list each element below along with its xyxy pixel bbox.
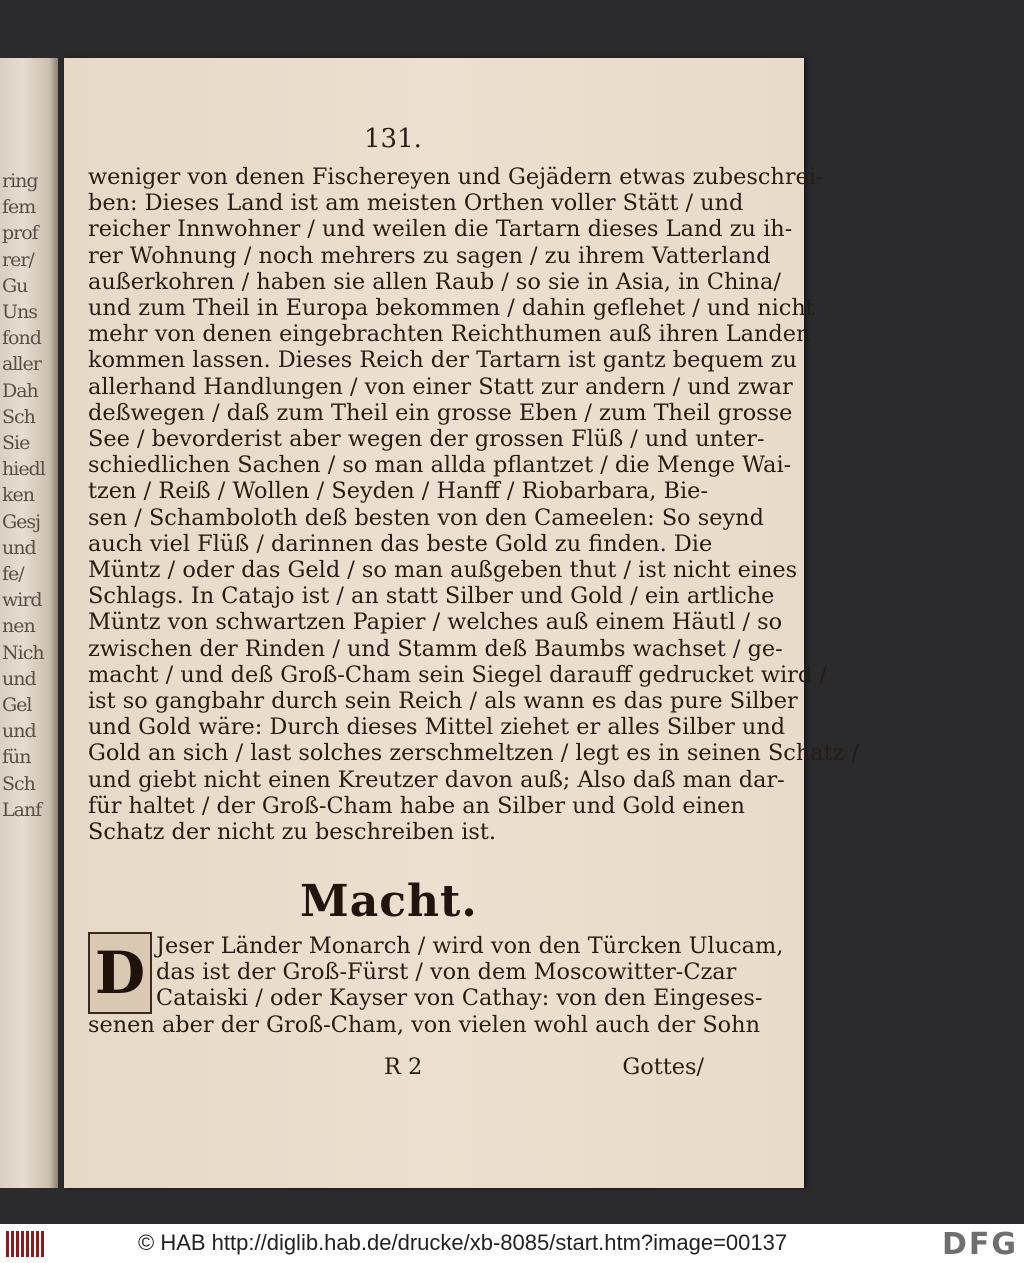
paragraph-1 bbox=[88, 164, 860, 846]
text-line: das ist der Groß-Fürst / von dem Moscowitter-Czar bbox=[156, 959, 737, 986]
page-number: 131. bbox=[364, 124, 422, 154]
text-line: kommen lassen. Dieses Reich der Tartarn ist gantz bequem zu bbox=[88, 347, 797, 374]
previous-page-fragment: fond bbox=[2, 327, 41, 350]
text-line: senen aber der Groß-Cham, von vielen wohl auch der Sohn bbox=[88, 1011, 761, 1038]
viewer-footer bbox=[0, 1224, 1024, 1263]
source-url[interactable]: © HAB http://diglib.hab.de/drucke/xb-8085/start.htm?image=00137 bbox=[138, 1230, 788, 1255]
text-line: macht / und deß Groß-Cham sein Siegel darauff gedrucket wird / bbox=[88, 661, 827, 688]
text-line: Müntz / oder das Geld / so man außgeben thut / ist nicht eines bbox=[88, 557, 798, 584]
previous-page-fragment: Lanf bbox=[2, 798, 42, 821]
previous-page-fragment: aller bbox=[2, 353, 41, 376]
previous-page-fragment: Nich bbox=[2, 641, 44, 664]
previous-page-fragment: fe/ bbox=[2, 563, 24, 585]
text-line: außerkohren / haben sie allen Raub / so sie in Asia, in China/ bbox=[88, 268, 781, 295]
previous-page-fragment: und bbox=[2, 667, 36, 690]
previous-page-fragment: fem bbox=[2, 196, 36, 219]
text-line: auch viel Flüß / darinnen das beste Gold zu finden. Die bbox=[88, 530, 713, 557]
text-line: ist so gangbahr durch sein Reich / als wann es das pure Silber bbox=[88, 688, 798, 715]
previous-page-fragment: Sch bbox=[2, 405, 35, 428]
text-line: Schatz der nicht zu beschreiben ist. bbox=[88, 819, 496, 846]
text-line: sen / Schamboloth deß besten von den Cameelen: So seynd bbox=[88, 504, 764, 531]
previous-page-fragment: nen bbox=[2, 615, 35, 638]
text-line: Cataiski / oder Kayser von Cathay: von den Eingeses- bbox=[156, 985, 763, 1012]
text-line: See / bevorderist aber wegen der grossen Flüß / und unter- bbox=[88, 426, 765, 453]
paragraph-2 bbox=[88, 933, 784, 1038]
previous-page-fragment: Gel bbox=[2, 694, 32, 716]
text-line: Schlags. In Catajo ist / an statt Silber und Gold / ein artliche bbox=[88, 583, 775, 610]
text-line: Jeser Länder Monarch / wird von den Türcken Ulucam, bbox=[156, 933, 784, 959]
previous-page-fragment: Gesj bbox=[2, 510, 41, 533]
text-line: reicher Innwohner / und weilen die Tartarn dieses Land zu ih- bbox=[88, 216, 793, 243]
previous-page-fragment: Sie bbox=[2, 432, 30, 454]
hab-logo-icon bbox=[6, 1231, 46, 1257]
previous-page-fragment: Gu bbox=[2, 274, 28, 297]
previous-page-fragment: wird bbox=[2, 589, 42, 612]
previous-page-fragment: rer/ bbox=[2, 248, 34, 271]
text-line: für haltet / der Groß-Cham habe an Silber und Gold einen bbox=[88, 792, 745, 819]
text-line: ben: Dieses Land ist am meisten Orthen voller Stätt / und bbox=[88, 190, 744, 217]
catchword: Gottes/ bbox=[622, 1054, 704, 1080]
previous-page-fragment: prof bbox=[2, 222, 38, 245]
previous-page-fragment: Dah bbox=[2, 379, 38, 402]
drop-cap-initial: D bbox=[88, 932, 152, 1014]
text-line: mehr von denen eingebrachten Reichthumen auß ihren Landen bbox=[88, 321, 811, 348]
text-line: Gold an sich / last solches zerschmeltzen / legt es in seinen Schatz / bbox=[88, 740, 860, 767]
section-heading: Macht. bbox=[300, 876, 478, 927]
text-line: deßwegen / daß zum Theil ein grosse Eben / zum Theil grosse bbox=[88, 399, 793, 426]
previous-page-fragment: ken bbox=[2, 484, 34, 507]
previous-page-fragment: fün bbox=[2, 746, 31, 769]
text-line: schiedlichen Sachen / so man allda pflantzet / die Menge Wai- bbox=[88, 452, 792, 479]
previous-page-edge bbox=[0, 58, 58, 1188]
previous-page-fragment: ring bbox=[2, 170, 38, 192]
text-line: und giebt nicht einen Kreutzer davon auß; Also daß man dar- bbox=[88, 766, 785, 793]
text-line: Müntz von schwartzen Papier / welches auß einem Häutl / so bbox=[88, 609, 783, 636]
previous-page-fragment: Uns bbox=[2, 301, 37, 323]
text-line: tzen / Reiß / Wollen / Seyden / Hanff / Riobarbara, Bie- bbox=[88, 478, 708, 505]
text-line: und zum Theil in Europa bekommen / dahin geflehet / und nicht bbox=[88, 295, 815, 322]
previous-page-fragment: und bbox=[2, 720, 36, 743]
dfg-logo: DFG bbox=[941, 1227, 1018, 1262]
text-line: rer Wohnung / noch mehrers zu sagen / zu ihrem Vatterland bbox=[88, 242, 771, 269]
previous-page-fragment: hiedl bbox=[2, 458, 45, 481]
text-line: allerhand Handlungen / von einer Statt zur andern / und zwar bbox=[88, 373, 793, 400]
signature-mark: R 2 bbox=[384, 1054, 423, 1080]
text-line: und Gold wäre: Durch dieses Mittel ziehet er alles Silber und bbox=[88, 714, 786, 741]
book-page bbox=[64, 58, 860, 1188]
text-line: zwischen der Rinden / und Stamm deß Baumbs wachset / ge- bbox=[88, 635, 783, 662]
text-line: weniger von denen Fischereyen und Gejädern etwas zubeschrei- bbox=[88, 164, 824, 190]
previous-page-fragment: und bbox=[2, 536, 36, 559]
previous-page-fragment: Sch bbox=[2, 772, 35, 795]
